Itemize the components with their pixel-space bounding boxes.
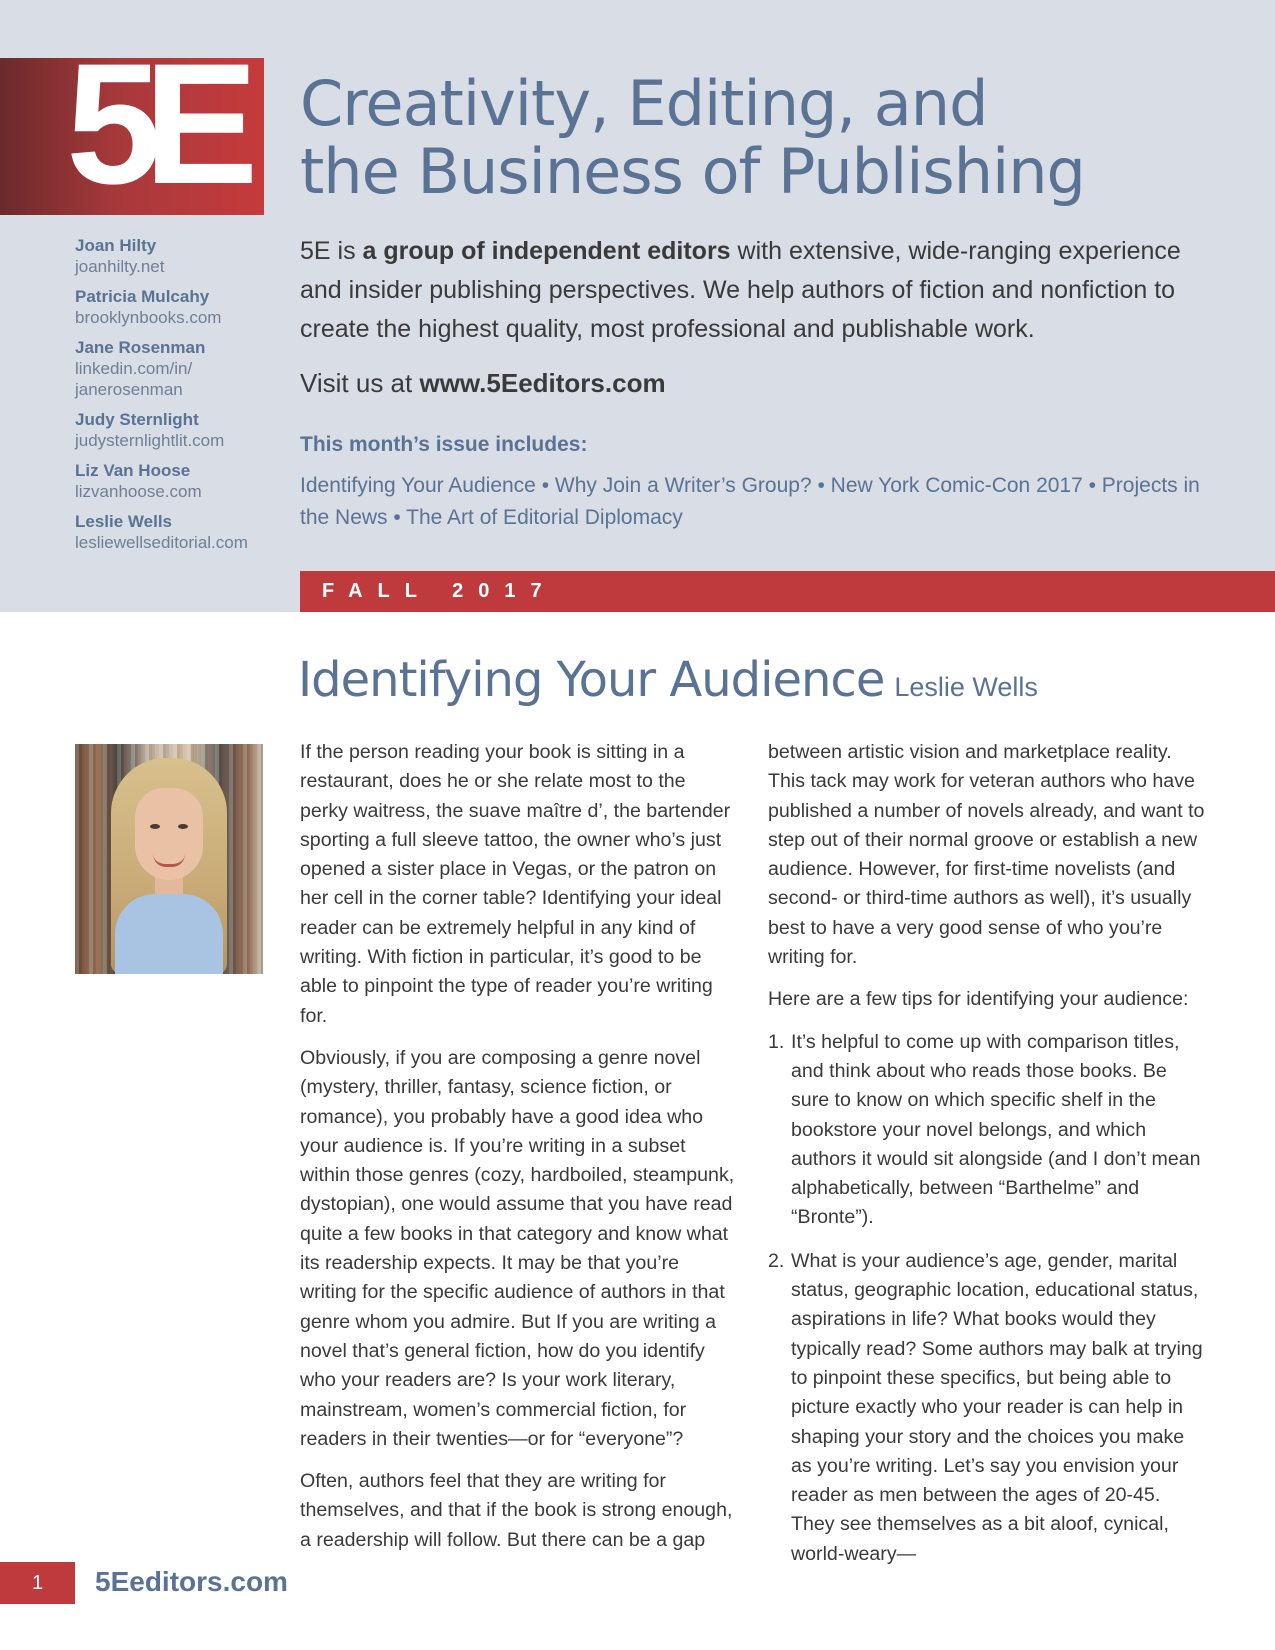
editor-sidebar (75, 236, 275, 563)
issue-heading: This month’s issue includes: (300, 433, 588, 456)
editor-entry (75, 236, 275, 277)
intro-post: with extensive, wide-ranging experience and insider publishing perspectives. We help authors of fiction and nonfiction to create the highest quality, most professional and publishable work. (300, 237, 1181, 343)
page-title-line-2: the Business of Publishing (300, 135, 1085, 208)
author-eye-left (150, 824, 160, 829)
season-banner: FALL 2017 (300, 571, 1275, 612)
editor-entry (75, 461, 275, 502)
tip-number: 2. (768, 1249, 785, 1272)
editor-website[interactable]: linkedin.com/in/ (75, 359, 193, 378)
page-number: 1 (0, 1562, 75, 1604)
editor-website[interactable]: judysternlightlit.com (75, 431, 225, 450)
tips-list (768, 1028, 1208, 1569)
author-shirt (115, 894, 223, 974)
tip-text: It’s helpful to come up with comparison titles, and think about who reads those books. Be sure to know on which specific shelf in the bookstore your novel belongs, and which authors it would sit alongside (and I don’t mean alphabetically, between “Barthelme” and “Bronte”). (791, 1030, 1201, 1229)
editor-entry (75, 512, 275, 553)
article-heading (298, 652, 1038, 708)
article-paragraph: Here are a few tips for identifying your audience: (768, 988, 1189, 1011)
editor-website-cont[interactable]: janerosenman (75, 380, 183, 399)
editor-name: Leslie Wells (75, 512, 173, 531)
editor-entry (75, 338, 275, 400)
author-eye-right (178, 824, 188, 829)
article-title: Identifying Your Audience (298, 652, 885, 708)
page-title-line-1: Creativity, Editing, and (300, 67, 988, 140)
intro-bold: a group of independent editors (362, 237, 731, 265)
article-paragraph: Often, authors feel that they are writing for themselves, and that if the book is strong enough, a readership will follow. But there can be a gap (300, 1470, 733, 1551)
editor-entry (75, 287, 275, 328)
editor-entry (75, 410, 275, 451)
author-photo (75, 744, 263, 974)
visit-line (300, 368, 666, 399)
article-column-2 (768, 738, 1208, 1583)
tip-number: 1. (768, 1030, 785, 1053)
article-paragraph: Obviously, if you are composing a genre novel (mystery, thriller, fantasy, science fiction, or romance), you probably have a good idea who your audience is. If you’re writing in a subset within those genres (cozy, hardboiled, steampunk, dystopian), one would assume that you have read quite a few books in that category and know what its readership expects. It may be that you’re writing for the specific audience of authors in that genre whom you admire. But If you are writing a novel that’s general fiction, how do you identify who your readers are? Is your work literary, mainstream, women’s commercial fiction, for readers in their twenties—or for “everyone”? (300, 1046, 735, 1450)
editor-name: Liz Van Hoose (75, 461, 191, 480)
editor-name: Judy Sternlight (75, 410, 199, 429)
editor-name: Joan Hilty (75, 236, 157, 255)
tip-text: What is your audience’s age, gender, marital status, geographic location, educational status, aspirations in life? What books would they typically read? Some authors may balk at trying to pinpoint these specifics, but being able to picture exactly who your reader is can help in shaping your story and the choices you make as you’re writing. Let’s say you envision your reader as men between the ages of 20-45. They see themselves as a bit aloof, cynical, world-weary— (791, 1249, 1203, 1565)
intro-paragraph (300, 232, 1200, 349)
editor-website[interactable]: lizvanhoose.com (75, 482, 202, 501)
page-title (300, 67, 1220, 208)
article-paragraph: If the person reading your book is sitting in a restaurant, does he or she relate most to the perky waitress, the suave maître d’, the bartender sporting a full sleeve tattoo, the owner who’s just opened a sister place in Vegas, or the patron on her cell in the corner table? Identifying your ideal reader can be extremely helpful in any kind of writing. With fiction in particular, it’s good to be able to pinpoint the type of reader you’re writing for. (300, 741, 731, 1027)
5e-logo (0, 58, 264, 215)
visit-pre: Visit us at (300, 368, 420, 398)
tip-item (768, 1028, 1208, 1233)
editor-website[interactable]: joanhilty.net (75, 257, 165, 276)
article-paragraph: between artistic vision and marketplace reality. This tack may work for veteran authors who have published a number of novels already, and want to step out of their normal groove or establish a new audience. However, for first-time novelists (and second- or third-time authors as well), it’s usually best to have a very good sense of who you’re writing for. (768, 741, 1205, 969)
footer-website-link[interactable]: 5Eeditors.com (95, 1566, 288, 1597)
logo-text: 5E (66, 58, 241, 215)
article-column-1 (300, 738, 738, 1568)
editor-name: Jane Rosenman (75, 338, 206, 357)
issue-contents-list: Identifying Your Audience • Why Join a Writer’s Group? • New York Comic-Con 2017 • Projects in the News • The Art of Editorial Diplomacy (300, 474, 1200, 529)
visit-url-link[interactable]: www.5Eeditors.com (419, 368, 666, 398)
editor-website[interactable]: lesliewellseditorial.com (75, 533, 248, 552)
editor-name: Patricia Mulcahy (75, 287, 210, 306)
article-author: Leslie Wells (894, 672, 1038, 702)
tip-item (768, 1247, 1208, 1569)
editor-website[interactable]: brooklynbooks.com (75, 308, 222, 327)
intro-pre: 5E is (300, 237, 363, 265)
